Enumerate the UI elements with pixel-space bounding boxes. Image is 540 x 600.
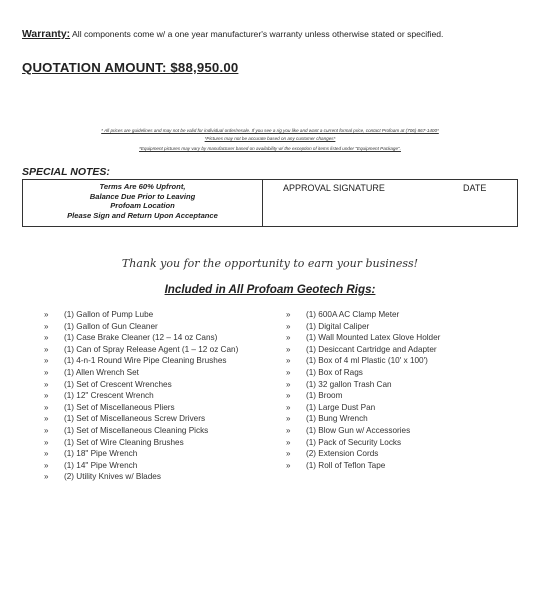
bullet-icon: » (44, 391, 49, 401)
fine-print-pictures: *Pictures may not be accurate based on any customer changes* (204, 136, 336, 141)
list-item (286, 321, 440, 333)
bullet-icon: » (286, 310, 291, 319)
bullet-icon: » (286, 379, 291, 389)
list-item-text: (1) Case Brake Cleaner (12 – 14 oz Cans) (64, 333, 218, 343)
bullet-icon: » (44, 414, 49, 424)
list-item (44, 379, 238, 391)
bullet-icon: » (286, 333, 291, 343)
bullet-icon: » (286, 414, 291, 424)
list-item-text: (1) Blow Gun w/ Accessories (306, 425, 411, 435)
warranty-label: Warranty: (22, 29, 71, 40)
list-item-text: (1) 32 gallon Trash Can (306, 379, 392, 389)
list-item (44, 413, 238, 425)
list-item (286, 355, 440, 367)
list-item-text: (1) Set of Miscellaneous Cleaning Picks (64, 425, 209, 435)
bullet-icon: » (44, 460, 49, 470)
warranty-text: All components come w/ a one year manufacturer's warranty unless otherwise stated or specified. (72, 29, 444, 39)
quotation-amount: QUOTATION AMOUNT: $88,950.00 (22, 60, 239, 75)
bullet-icon: » (44, 449, 49, 459)
list-item (44, 402, 238, 414)
bullet-icon: » (44, 472, 49, 482)
list-item (286, 344, 440, 356)
list-item (286, 425, 440, 437)
bullet-icon: » (44, 367, 49, 377)
bullet-icon: » (286, 356, 291, 366)
list-item-text: (1) Set of Wire Cleaning Brushes (64, 437, 184, 447)
approval-signature-label: APPROVAL SIGNATURE (283, 183, 385, 193)
list-item-text: (1) Gallon of Gun Cleaner (64, 321, 158, 331)
list-item-text: (1) 4-n-1 Round Wire Pipe Cleaning Brushes (64, 356, 227, 366)
list-item-text: (1) Roll of Teflon Tape (306, 460, 386, 470)
warranty-line (22, 29, 443, 40)
list-item (44, 448, 238, 460)
bullet-icon: » (286, 402, 291, 412)
list-item (44, 332, 238, 344)
list-item (44, 425, 238, 437)
bullet-icon: » (286, 449, 291, 459)
bullet-icon: » (44, 402, 49, 412)
bullet-icon: » (286, 425, 291, 435)
list-item (44, 367, 238, 379)
bullet-icon: » (44, 310, 49, 319)
list-item (44, 309, 238, 321)
bullet-icon: » (44, 425, 49, 435)
date-label: DATE (463, 183, 487, 193)
bullet-icon: » (286, 367, 291, 377)
list-item (286, 390, 440, 402)
bullet-icon: » (44, 356, 49, 366)
bullet-icon: » (286, 321, 291, 331)
list-item-text: (1) Gallon of Pump Lube (64, 310, 154, 319)
list-item (44, 471, 238, 483)
included-items-right (286, 309, 440, 471)
bullet-icon: » (286, 344, 291, 354)
list-item (44, 390, 238, 402)
thank-you-message: Thank you for the opportunity to earn your business! (121, 257, 419, 270)
list-item-text: (1) 18" Pipe Wrench (64, 449, 138, 459)
bullet-icon: » (44, 333, 49, 343)
list-item-text: (1) Allen Wrench Set (64, 367, 139, 377)
special-notes-heading: SPECIAL NOTES: (22, 166, 110, 178)
list-item (286, 437, 440, 449)
included-heading: Included in All Profoam Geotech Rigs: (164, 283, 376, 296)
list-item-text: (1) 14" Pipe Wrench (64, 460, 138, 470)
list-item-text: (1) Set of Crescent Wrenches (64, 379, 172, 389)
bullet-icon: » (44, 344, 49, 354)
list-item-text: (1) Set of Miscellaneous Screw Drivers (64, 414, 206, 424)
list-item-text: (1) Can of Spray Release Agent (1 – 12 oz Can) (64, 344, 239, 354)
list-item-text: (1) 600A AC Clamp Meter (306, 310, 400, 319)
list-item (44, 321, 238, 333)
bullet-icon: » (286, 460, 291, 470)
list-item (44, 344, 238, 356)
list-item (286, 402, 440, 414)
special-notes-box (22, 179, 518, 227)
list-item (44, 460, 238, 472)
included-items-left (44, 309, 238, 483)
terms-line: Balance Due Prior to Leaving (89, 191, 196, 201)
list-item (286, 413, 440, 425)
bullet-icon: » (44, 379, 49, 389)
list-item-text: (1) Bung Wrench (306, 414, 368, 424)
list-item (286, 309, 440, 321)
list-item-text: (1) Box of Rags (306, 367, 363, 377)
terms-line: Terms Are 60% Upfront, (99, 182, 186, 191)
list-item-text: (2) Utility Knives w/ Blades (64, 472, 161, 482)
list-item-text: (1) Digital Caliper (306, 321, 370, 331)
list-item (286, 448, 440, 460)
list-item (286, 460, 440, 472)
list-item-text: (1) Wall Mounted Latex Glove Holder (306, 333, 441, 343)
fine-print-equipment: *Equipment pictures may vary by manufacturer based on availability w/ the exception of items listed under "Equipment Package". (139, 146, 401, 151)
terms-line: Profoam Location (110, 201, 175, 211)
list-item (286, 367, 440, 379)
fine-print-prices: * All prices are guidelines and may not be valid for individual order/resale. If you see a rig you like and want a current formal price, contact Profoam at (706) 867-1400* (101, 128, 439, 133)
bullet-icon: » (44, 437, 49, 447)
list-item-text: (1) 12" Crescent Wrench (64, 391, 154, 401)
list-item-text: (1) Pack of Security Locks (306, 437, 402, 447)
bullet-icon: » (286, 437, 291, 447)
list-item-text: (2) Extension Cords (306, 449, 379, 459)
list-item (286, 379, 440, 391)
list-item (44, 355, 238, 367)
list-item (286, 332, 440, 344)
list-item-text: (1) Broom (306, 391, 343, 401)
terms-line: Please Sign and Return Upon Acceptance (67, 210, 218, 220)
bullet-icon: » (44, 321, 49, 331)
list-item-text: (1) Box of 4 ml Plastic (10' x 100') (306, 356, 428, 366)
list-item-text: (1) Desiccant Cartridge and Adapter (306, 344, 437, 354)
list-item (44, 437, 238, 449)
list-item-text: (1) Set of Miscellaneous Pliers (64, 402, 175, 412)
bullet-icon: » (286, 391, 291, 401)
list-item-text: (1) Large Dust Pan (306, 402, 376, 412)
terms-cell (23, 180, 263, 226)
